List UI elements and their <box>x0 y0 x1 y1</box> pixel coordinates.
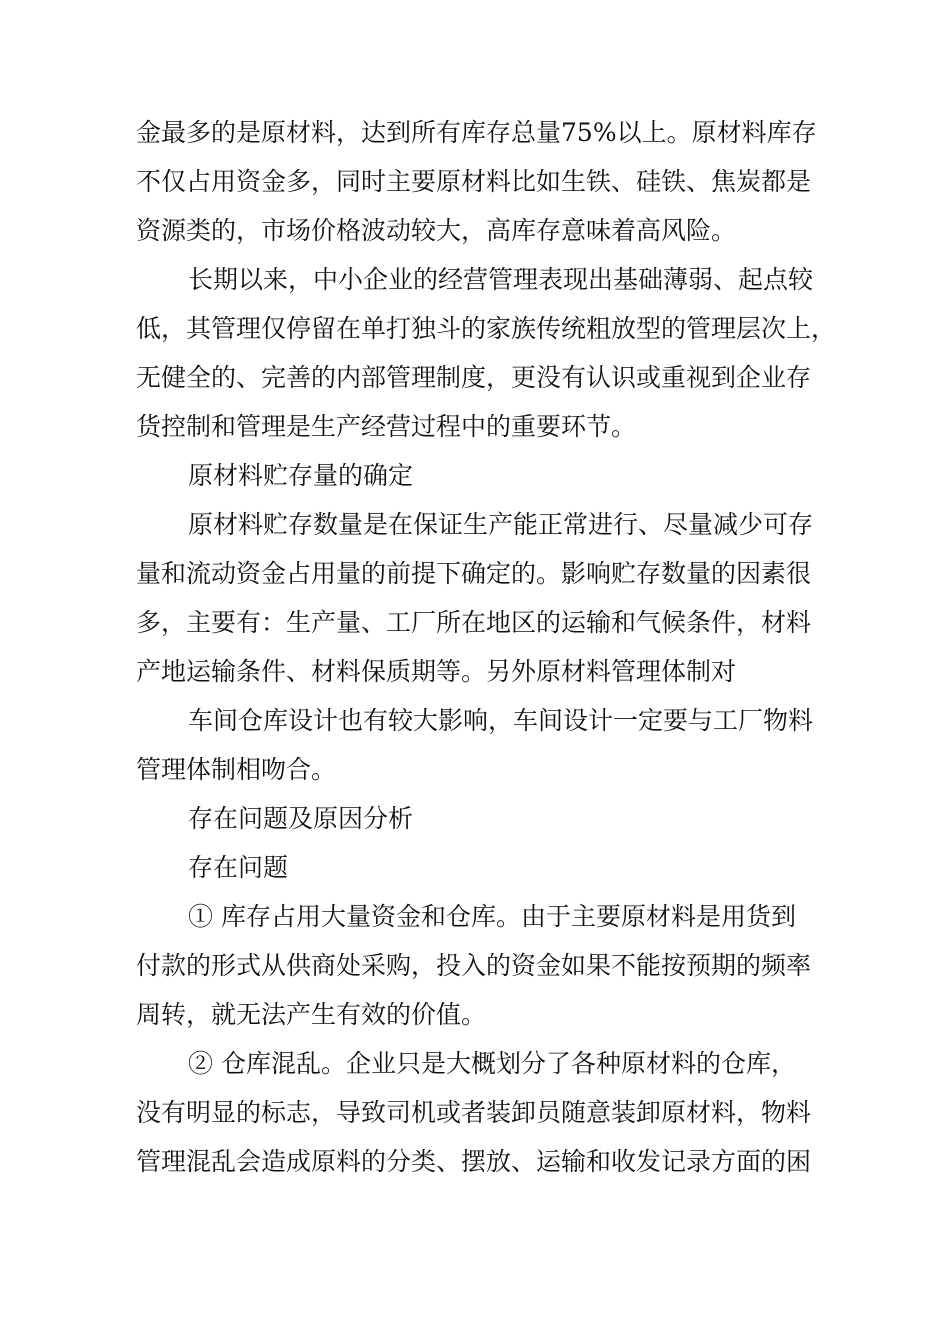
subsection-heading: 存在问题 <box>188 853 289 882</box>
section-heading: 存在问题及原因分析 <box>188 804 414 833</box>
list-item-line: 管理混乱会造成原料的分类、摆放、运输和收发记录方面的困 <box>136 1147 812 1176</box>
paragraph-line: 不仅占用资金多，同时主要原材料比如生铁、硅铁、焦炭都是 <box>136 167 812 196</box>
paragraph-line: 产地运输条件、材料保质期等。另外原材料管理体制对 <box>136 657 737 686</box>
paragraph-line: 货控制和管理是生产经营过程中的重要环节。 <box>136 412 637 441</box>
paragraph-line: 金最多的是原材料，达到所有库存总量75%以上。原材料库存 <box>136 118 817 147</box>
document-body <box>136 108 836 1186</box>
paragraph-line: 无健全的、完善的内部管理制度，更没有认识或重视到企业存 <box>136 363 812 392</box>
paragraph-line: 车间仓库设计也有较大影响，车间设计一定要与工厂物料 <box>188 706 814 735</box>
paragraph-line: 资源类的，市场价格波动较大，高库存意味着高风险。 <box>136 216 737 245</box>
section-heading: 原材料贮存量的确定 <box>188 461 414 490</box>
list-item-line: ① 库存占用大量资金和仓库。由于主要原材料是用货到 <box>188 902 796 931</box>
paragraph-line: 多，主要有：生产量、工厂所在地区的运输和气候条件，材料 <box>136 608 812 637</box>
paragraph-line: 量和流动资金占用量的前提下确定的。影响贮存数量的因素很 <box>136 559 812 588</box>
paragraph-line: 管理体制相吻合。 <box>136 755 337 784</box>
list-item-line: 周转，就无法产生有效的价值。 <box>136 1000 487 1029</box>
paragraph-line: 原材料贮存数量是在保证生产能正常进行、尽量减少可存 <box>188 510 814 539</box>
paragraph-line: 低，其管理仅停留在单打独斗的家族传统粗放型的管理层次上， <box>136 314 837 343</box>
list-item-line: 付款的形式从供商处采购，投入的资金如果不能按预期的频率 <box>136 951 812 980</box>
list-item-line: ② 仓库混乱。企业只是大概划分了各种原材料的仓库， <box>188 1049 796 1078</box>
list-item-line: 没有明显的标志，导致司机或者装卸员随意装卸原材料，物料 <box>136 1098 812 1127</box>
paragraph-line: 长期以来，中小企业的经营管理表现出基础薄弱、起点较 <box>188 265 814 294</box>
